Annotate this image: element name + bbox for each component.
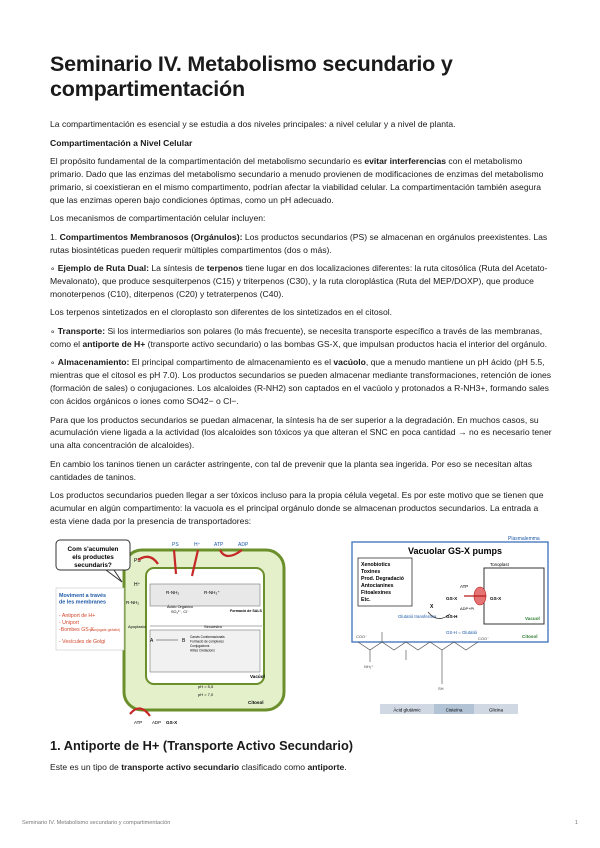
hplus-label: H⁺: [194, 542, 201, 548]
list-item-membranes: 1. Compartimentos Membranosos (Orgánulos): Los productos secundarios (PS) se almacenan en orgánulos preexistentes. Las rutas biosintéticas pueden requerir múltiples compartimentos (dos o más).: [50, 231, 548, 255]
gsx-label: GS-X: [166, 720, 178, 725]
apoplast-label: Apoplasto: [128, 624, 146, 629]
form-salts-label: Formació de SALS: [230, 609, 262, 613]
ph-cytosol: pH = 7,0: [198, 692, 214, 697]
movement-note: (conjugats glutatió): [90, 628, 121, 632]
adp-label: ADP: [152, 720, 162, 725]
rnh2-label: R-NH₂: [126, 600, 140, 605]
section-paragraph: Este es un tipo de transporte activo secundario clasificado como antiporte.: [50, 762, 347, 772]
movement-item: - Uniport: [59, 620, 79, 626]
changes-label: Canvis Conformacionals Formació de complexes Conjugacions Altres Oxidacions: [190, 635, 225, 653]
sequester-label: Secuestro: [204, 624, 223, 629]
vacuole-label: Vacuol: [525, 616, 540, 621]
atp-label: ATP: [214, 542, 224, 548]
svg-text:COO⁻: COO⁻: [478, 636, 490, 641]
gsx-label: GS-X: [490, 596, 502, 601]
list-item-transport: ∘ Transporte: Si los intermediarios son polares (lo más frecuente), se necesita transporte específico a través de las membranas, como el antiporte de H+ (transporte activo secundario) o las bombas GS-X, que impulsan productos hacia el interior del orgánulo.: [50, 325, 548, 349]
cysteine-label: Cisteïna: [445, 707, 463, 713]
hplus-label: H⁺: [134, 582, 141, 588]
cytosol-label: Citosol: [248, 700, 264, 705]
adp-label: ADP+Pi: [460, 606, 475, 611]
intro-paragraph: La compartimentación es esencial y se estudia a dos niveles principales: a nivel celular y a nivel de planta.: [50, 119, 456, 129]
movement-item: - Antiport de H+: [59, 613, 96, 619]
atp-label: ATP: [460, 584, 469, 589]
rnh3-label: R-NH₃⁺: [204, 590, 220, 595]
svg-text:Xenobiotics: Xenobiotics: [361, 562, 391, 568]
movement-item: -Bombes GS-X: [59, 627, 94, 633]
acids-label: Ácido Orgánico SO₄²⁻, Cl⁻: [167, 605, 193, 614]
ps-label: PS: [172, 542, 179, 548]
movement-title: Moviment a través de les membranes: [59, 593, 107, 606]
svg-text:Antocianines: Antocianines: [361, 583, 394, 589]
gsx-title: Vacuolar GS-X pumps: [408, 546, 503, 556]
svg-text:Prod. Degradació: Prod. Degradació: [361, 576, 404, 582]
figures-row: [50, 534, 552, 728]
callout-text: Com s'acumulen els productes secundaris?: [67, 546, 119, 569]
x-label: X: [430, 604, 434, 610]
page-number: 1: [574, 820, 578, 826]
svg-text:NH₃⁺: NH₃⁺: [364, 664, 374, 669]
svg-text:SH: SH: [438, 686, 444, 691]
movement-box: [56, 588, 124, 650]
gsx-pumps-figure: [300, 534, 552, 728]
svg-text:Etc.: Etc.: [361, 597, 371, 603]
glutathione-transferase-label: Glutatió transferasa: [398, 614, 437, 619]
plasmalemma-label: Plasmalemma: [508, 536, 540, 542]
a-label: A: [150, 638, 154, 644]
list-item-storage: ∘ Almacenamiento: El principal compartimento de almacenamiento es el vacúolo, que a menudo mantiene un pH ácido (pH 5.5, mientras que el citosol es pH 7.0). Los productos secundarios se pueden almacenar mediante transformaciones, retención de iones (formación de sales) o conjugaciones. Los alcaloides (R-NH2) son captados en el vacúolo y protonados a R-NH3+, formando sales con ácidos orgánicos o iones como SO42− o Cl−.: [50, 357, 552, 407]
svg-text:Toxines: Toxines: [361, 569, 381, 575]
document-page: [50, 52, 552, 780]
atp-label: ATP: [134, 720, 143, 725]
adp-label: ADP: [238, 542, 249, 548]
gsh-definition: GS-H = Glutatió: [446, 630, 478, 635]
list-item-dual-route: ∘ Ejemplo de Ruta Dual: La síntesis de terpenos tiene lugar en dos localizaciones diferentes: la ruta citosólica (Ruta del Acetato-Mevalonato), que produce sesquiterpenos (C15) y triterpenos (C30), y la ruta cloroplástica (Ruta del MEP/DOXP), que produce monoterpenos (C10), diterpenos (C20) y tetraterpenos (C40).: [50, 263, 548, 299]
subheading: Compartimentación a Nivel Celular: [50, 137, 193, 148]
cytosol-label: Citosol: [522, 634, 538, 639]
glutamic-acid-label: Àcid glutàmic: [393, 707, 421, 713]
paragraph-toxicity: Los productos secundarios pueden llegar a ser tóxicos incluso para la propia célula vegetal. Es por este motivo que se tienen que acumular en algún compartimento: la vacuola es el principal orgánulo donde se almacenan productos secundarios. La entrada a esta viene dada por la presencia de transportadores:: [50, 490, 544, 527]
rnh2-label: R-NH₂: [166, 590, 180, 595]
paragraph-purpose: El propósito fundamental de la compartimentación del metabolismo secundario es evitar interferencias con el metabolismo primario. Dado que las enzimas del metabolismo secundario a menudo provienen de modificaciones de enzimas del metabolismo primario, si coexistieran en el mismo compartimento, podrían afectar la viabilidad celular. La compartimentación también asegura que las enzimas operen bajo condiciones óptimas, como un pH adecuado.: [50, 156, 544, 205]
paragraph-mechanisms: Los mecanismos de compartimentación celular incluyen:: [50, 213, 266, 224]
page-footer: [22, 820, 578, 826]
b-label: B: [182, 638, 186, 644]
gsh-label: GS-H: [446, 614, 458, 619]
paragraph-terpenes: Los terpenos sintetizados en el cloroplasto son diferentes de los sintetizados en el citosol.: [50, 307, 393, 318]
svg-text:COO⁻: COO⁻: [356, 634, 368, 639]
movement-item: - Vesícules de Golgi: [59, 639, 106, 645]
tonoplast-label: Tonoplast: [490, 562, 509, 567]
glycine-label: Glicina: [488, 707, 504, 713]
svg-text:Fitoalexines: Fitoalexines: [361, 590, 391, 596]
page-title: Seminario IV. Metabolismo secundario y compartimentación: [50, 52, 453, 101]
section-heading: 1. Antiporte de H+ (Transporte Activo Secundario): [50, 738, 354, 753]
gsx-label: GS-X: [446, 596, 458, 601]
cell-accumulation-figure: [54, 534, 286, 728]
paragraph-storage-synthesis: Para que los productos secundarios se puedan almacenar, la síntesis ha de ser superior a la degradación. En muchos casos, su acumulación viene ligada a la actividad (los alcaloides son tóxicos ya que alteran el SNC en poca cantidad → no es necesario tener una alta concentración de alcaloides).: [50, 414, 552, 451]
paragraph-tannins: En cambio los taninos tienen un carácter astringente, con tal de prevenir que la planta sea ingerida. Por eso se necesitan altas cantidades de taninos.: [50, 458, 533, 482]
ps-label: PS: [134, 558, 141, 564]
footer-title: Seminario IV. Metabolismo secundario y compartimentación: [22, 820, 171, 826]
vacuole-label: Vacúol: [250, 674, 265, 679]
ph-vacuole: pH = 5,5: [198, 684, 214, 689]
